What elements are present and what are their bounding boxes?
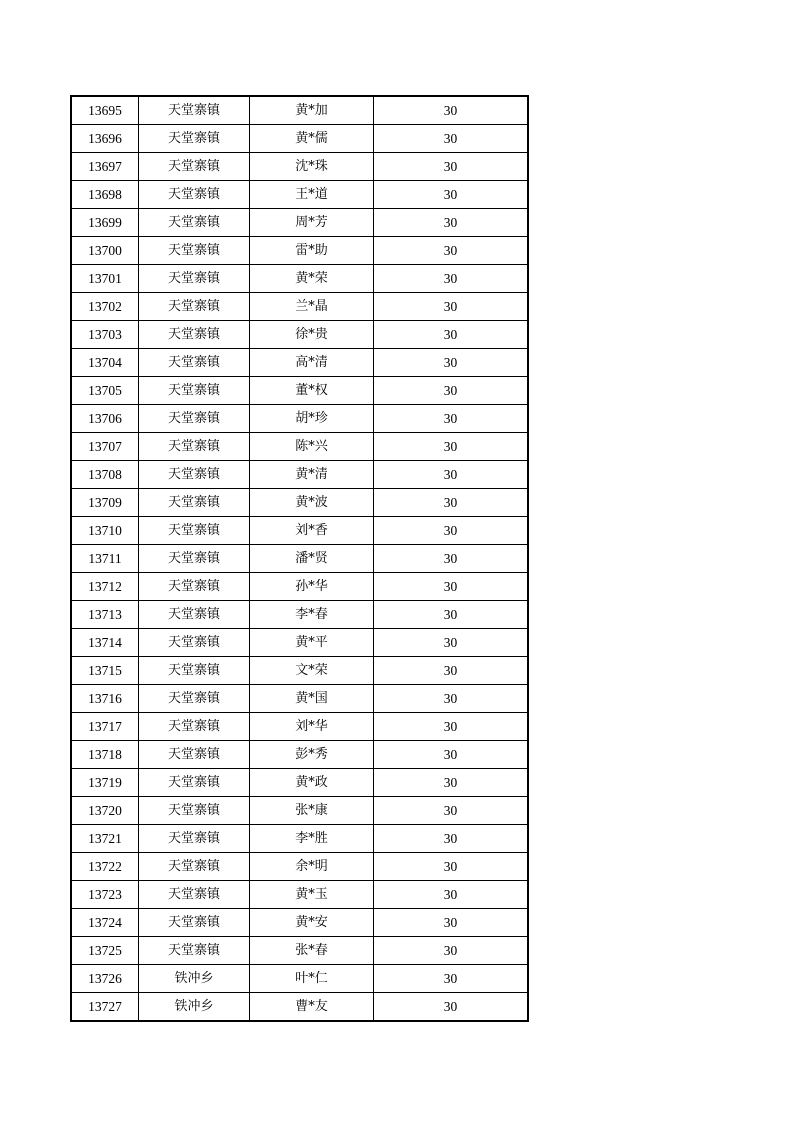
cell-amount: 30 [374, 629, 528, 657]
table-row [72, 209, 528, 237]
cell-amount: 30 [374, 461, 528, 489]
cell-name: 黄*荣 [250, 265, 374, 293]
cell-name: 余*明 [250, 853, 374, 881]
table-row [72, 377, 528, 405]
cell-town: 天堂寨镇 [139, 881, 250, 909]
cell-town: 天堂寨镇 [139, 797, 250, 825]
cell-amount: 30 [374, 825, 528, 853]
cell-amount: 30 [374, 125, 528, 153]
table-row [72, 853, 528, 881]
cell-amount: 30 [374, 265, 528, 293]
table-row [72, 601, 528, 629]
cell-id: 13727 [72, 993, 139, 1021]
cell-name: 黄*国 [250, 685, 374, 713]
cell-id: 13699 [72, 209, 139, 237]
cell-id: 13711 [72, 545, 139, 573]
cell-id: 13720 [72, 797, 139, 825]
cell-amount: 30 [374, 685, 528, 713]
cell-name: 黄*平 [250, 629, 374, 657]
cell-town: 天堂寨镇 [139, 489, 250, 517]
table-row [72, 265, 528, 293]
cell-name: 黄*玉 [250, 881, 374, 909]
cell-amount: 30 [374, 97, 528, 125]
cell-amount: 30 [374, 489, 528, 517]
cell-town: 天堂寨镇 [139, 265, 250, 293]
cell-name: 黄*安 [250, 909, 374, 937]
table-row [72, 125, 528, 153]
cell-town: 天堂寨镇 [139, 853, 250, 881]
cell-id: 13724 [72, 909, 139, 937]
cell-id: 13713 [72, 601, 139, 629]
cell-id: 13716 [72, 685, 139, 713]
cell-town: 天堂寨镇 [139, 237, 250, 265]
cell-amount: 30 [374, 741, 528, 769]
cell-id: 13703 [72, 321, 139, 349]
cell-town: 天堂寨镇 [139, 909, 250, 937]
cell-name: 周*芳 [250, 209, 374, 237]
cell-name: 张*春 [250, 937, 374, 965]
table-row [72, 489, 528, 517]
cell-amount: 30 [374, 937, 528, 965]
table-row [72, 909, 528, 937]
table-row [72, 629, 528, 657]
cell-name: 黄*加 [250, 97, 374, 125]
cell-name: 张*康 [250, 797, 374, 825]
cell-town: 天堂寨镇 [139, 461, 250, 489]
cell-id: 13723 [72, 881, 139, 909]
cell-id: 13718 [72, 741, 139, 769]
table-row [72, 433, 528, 461]
cell-name: 董*权 [250, 377, 374, 405]
table-row [72, 517, 528, 545]
cell-name: 黄*波 [250, 489, 374, 517]
cell-town: 天堂寨镇 [139, 293, 250, 321]
table-row [72, 573, 528, 601]
table-row [72, 237, 528, 265]
cell-amount: 30 [374, 909, 528, 937]
cell-town: 天堂寨镇 [139, 349, 250, 377]
cell-town: 天堂寨镇 [139, 209, 250, 237]
cell-id: 13721 [72, 825, 139, 853]
cell-id: 13725 [72, 937, 139, 965]
table-row [72, 825, 528, 853]
cell-id: 13705 [72, 377, 139, 405]
cell-amount: 30 [374, 293, 528, 321]
cell-name: 孙*华 [250, 573, 374, 601]
cell-town: 天堂寨镇 [139, 713, 250, 741]
cell-id: 13700 [72, 237, 139, 265]
cell-town: 天堂寨镇 [139, 125, 250, 153]
cell-town: 天堂寨镇 [139, 321, 250, 349]
cell-town: 天堂寨镇 [139, 825, 250, 853]
cell-name: 王*道 [250, 181, 374, 209]
table-row [72, 657, 528, 685]
cell-amount: 30 [374, 545, 528, 573]
cell-name: 叶*仁 [250, 965, 374, 993]
cell-amount: 30 [374, 181, 528, 209]
cell-amount: 30 [374, 517, 528, 545]
cell-town: 天堂寨镇 [139, 573, 250, 601]
cell-name: 文*荣 [250, 657, 374, 685]
cell-name: 兰*晶 [250, 293, 374, 321]
cell-amount: 30 [374, 965, 528, 993]
cell-name: 雷*助 [250, 237, 374, 265]
table-row [72, 881, 528, 909]
table-row [72, 685, 528, 713]
cell-id: 13712 [72, 573, 139, 601]
cell-id: 13709 [72, 489, 139, 517]
cell-town: 天堂寨镇 [139, 545, 250, 573]
table-row [72, 181, 528, 209]
cell-name: 徐*贵 [250, 321, 374, 349]
table-row [72, 797, 528, 825]
cell-id: 13717 [72, 713, 139, 741]
cell-town: 天堂寨镇 [139, 657, 250, 685]
cell-id: 13702 [72, 293, 139, 321]
cell-town: 天堂寨镇 [139, 153, 250, 181]
cell-name: 李*春 [250, 601, 374, 629]
cell-amount: 30 [374, 601, 528, 629]
cell-amount: 30 [374, 433, 528, 461]
table-row [72, 713, 528, 741]
cell-name: 潘*贤 [250, 545, 374, 573]
cell-amount: 30 [374, 713, 528, 741]
cell-amount: 30 [374, 881, 528, 909]
cell-id: 13698 [72, 181, 139, 209]
table-row [72, 405, 528, 433]
cell-name: 沈*珠 [250, 153, 374, 181]
table-row [72, 769, 528, 797]
cell-town: 天堂寨镇 [139, 181, 250, 209]
table-row [72, 545, 528, 573]
cell-amount: 30 [374, 993, 528, 1021]
table-row [72, 965, 528, 993]
table-row [72, 993, 528, 1021]
cell-amount: 30 [374, 769, 528, 797]
table-row [72, 153, 528, 181]
cell-amount: 30 [374, 153, 528, 181]
cell-town: 天堂寨镇 [139, 97, 250, 125]
cell-amount: 30 [374, 349, 528, 377]
cell-amount: 30 [374, 797, 528, 825]
cell-town: 天堂寨镇 [139, 629, 250, 657]
cell-id: 13697 [72, 153, 139, 181]
cell-amount: 30 [374, 853, 528, 881]
cell-amount: 30 [374, 237, 528, 265]
cell-town: 天堂寨镇 [139, 377, 250, 405]
cell-town: 天堂寨镇 [139, 685, 250, 713]
cell-name: 高*清 [250, 349, 374, 377]
cell-town: 天堂寨镇 [139, 405, 250, 433]
cell-town: 天堂寨镇 [139, 937, 250, 965]
table-row [72, 293, 528, 321]
cell-name: 刘*香 [250, 517, 374, 545]
cell-name: 黄*政 [250, 769, 374, 797]
cell-name: 彭*秀 [250, 741, 374, 769]
cell-id: 13707 [72, 433, 139, 461]
cell-name: 陈*兴 [250, 433, 374, 461]
cell-town: 铁冲乡 [139, 965, 250, 993]
cell-id: 13704 [72, 349, 139, 377]
cell-amount: 30 [374, 321, 528, 349]
cell-amount: 30 [374, 209, 528, 237]
cell-id: 13715 [72, 657, 139, 685]
cell-town: 天堂寨镇 [139, 601, 250, 629]
table-row [72, 461, 528, 489]
cell-name: 刘*华 [250, 713, 374, 741]
cell-amount: 30 [374, 377, 528, 405]
roster-table-body [72, 97, 528, 1021]
cell-id: 13701 [72, 265, 139, 293]
cell-id: 13722 [72, 853, 139, 881]
roster-table [71, 96, 528, 1021]
table-row [72, 349, 528, 377]
cell-name: 曹*友 [250, 993, 374, 1021]
cell-town: 天堂寨镇 [139, 741, 250, 769]
cell-name: 李*胜 [250, 825, 374, 853]
cell-id: 13710 [72, 517, 139, 545]
table-row [72, 741, 528, 769]
cell-name: 黄*儒 [250, 125, 374, 153]
table-row [72, 97, 528, 125]
cell-name: 黄*清 [250, 461, 374, 489]
cell-amount: 30 [374, 405, 528, 433]
cell-id: 13719 [72, 769, 139, 797]
cell-town: 天堂寨镇 [139, 433, 250, 461]
cell-id: 13714 [72, 629, 139, 657]
cell-amount: 30 [374, 657, 528, 685]
cell-id: 13696 [72, 125, 139, 153]
cell-id: 13695 [72, 97, 139, 125]
cell-id: 13726 [72, 965, 139, 993]
cell-town: 天堂寨镇 [139, 769, 250, 797]
cell-town: 天堂寨镇 [139, 517, 250, 545]
cell-name: 胡*珍 [250, 405, 374, 433]
cell-id: 13708 [72, 461, 139, 489]
cell-id: 13706 [72, 405, 139, 433]
table-row [72, 321, 528, 349]
cell-town: 铁冲乡 [139, 993, 250, 1021]
table-row [72, 937, 528, 965]
cell-amount: 30 [374, 573, 528, 601]
